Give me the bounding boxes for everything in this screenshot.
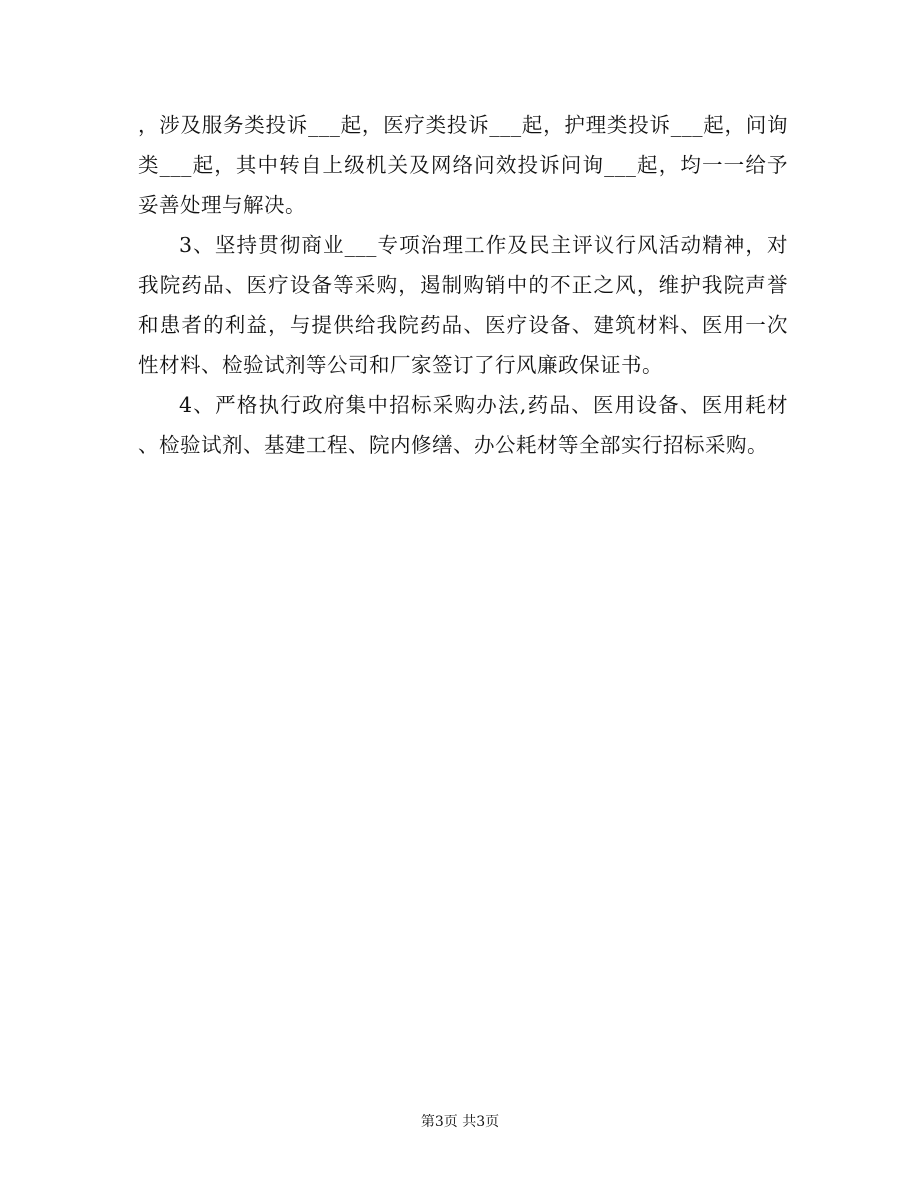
text-line: 性材料、检验试剂等公司和厂家签订了行风廉政保证书。	[138, 353, 663, 377]
text-line: 、检验试剂、基建工程、院内修缮、办公耗材等全部实行招标采购。	[138, 433, 768, 457]
paragraph-complaints	[138, 105, 788, 225]
text-line: 和患者的利益，与提供给我院药品、医疗设备、建筑材料、医用一次	[138, 313, 788, 337]
page-footer	[0, 1113, 920, 1131]
text-line: 3、坚持贯彻商业___专项治理工作及民主评议行风活动精神，对	[179, 233, 788, 257]
paragraph-item-4	[138, 385, 788, 465]
text-line: ，涉及服务类投诉___起，医疗类投诉___起，护理类投诉___起，问询	[138, 113, 788, 137]
text-line: 4、严格执行政府集中招标采购办法,药品、医用设备、医用耗材	[179, 393, 788, 417]
text-line: 妥善处理与解决。	[138, 193, 306, 217]
paragraph-item-3	[138, 225, 788, 385]
document-body	[138, 105, 788, 465]
page-number-label: 第3页 共3页	[420, 1114, 500, 1130]
text-line: 我院药品、医疗设备等采购，遏制购销中的不正之风，维护我院声誉	[138, 273, 788, 297]
text-line: 类___起，其中转自上级机关及网络问效投诉问询___起，均一一给予	[138, 153, 788, 177]
